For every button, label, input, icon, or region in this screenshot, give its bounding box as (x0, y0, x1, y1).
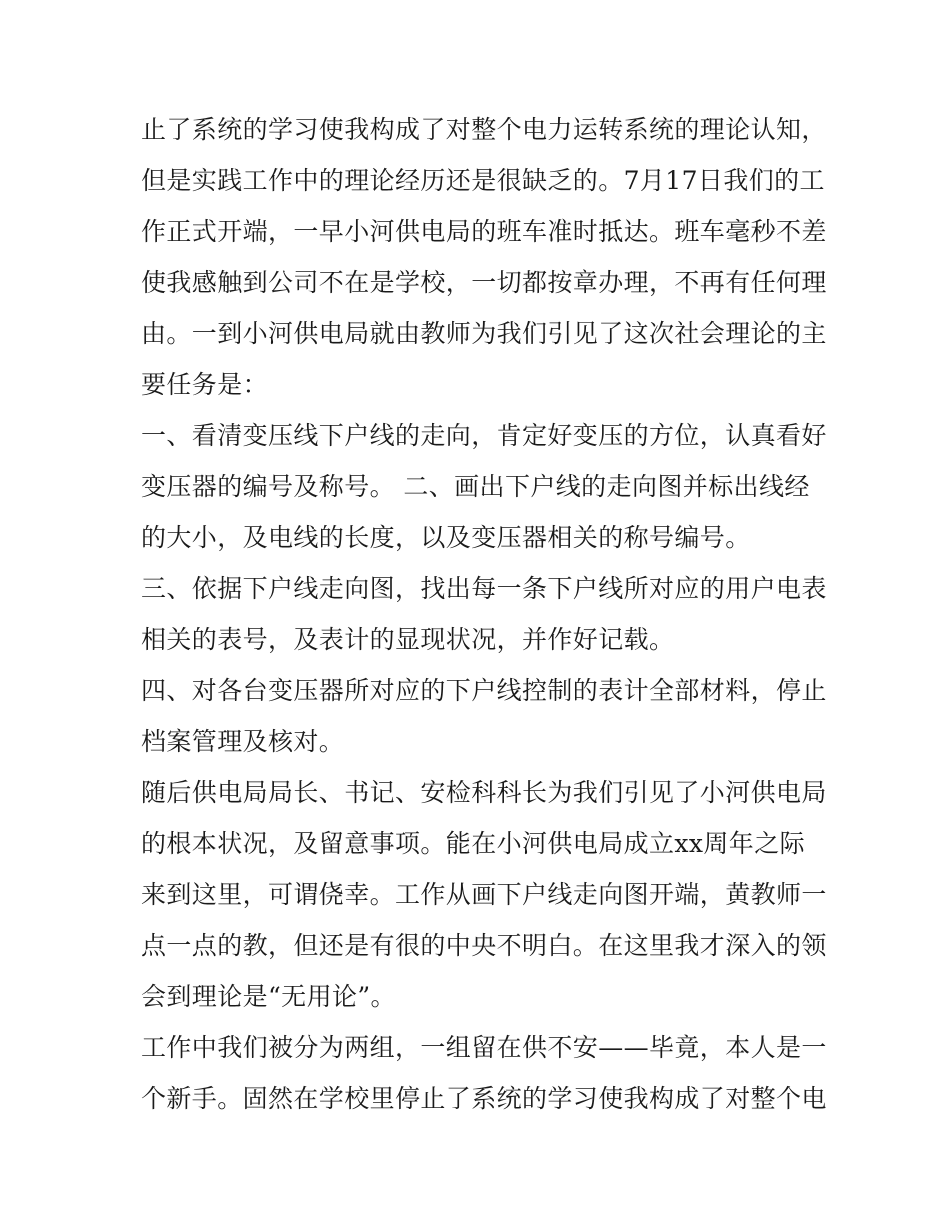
text-line: 由。一到小河供电局就由教师为我们引见了这次社会理论的主 (141, 319, 827, 348)
text-line: 止了系统的学习使我构成了对整个电力运转系统的理论认知， (141, 115, 827, 144)
body-text (141, 104, 827, 1124)
text-line: 的大小，及电线的长度，以及变压器相关的称号编号。 (141, 523, 751, 552)
text-line: 来到这里，可谓侥幸。工作从画下户线走向图开端，黄教师一 (141, 880, 827, 909)
text-line: 变压器的编号及称号。 二、画出下户线的走向图并标出线经 (141, 472, 810, 501)
text-line: 随后供电局局长、书记、安检科科长为我们引见了小河供电局 (141, 778, 827, 807)
text-line: 三、依据下户线走向图，找出每一条下户线所对应的用户电表 (141, 574, 827, 603)
text-line: 档案管理及核对。 (141, 727, 345, 756)
text-line: 一、看清变压线下户线的走向，肯定好变压的方位，认真看好 (141, 421, 827, 450)
text-line: 相关的表号，及表计的显现状况，并作好记载。 (141, 625, 675, 654)
text-line: 的根本状况，及留意事项。能在小河供电局成立xx周年之际 (141, 829, 806, 858)
text-line: 工作中我们被分为两组，一组留在供不安——毕竟，本人是一 (141, 1033, 827, 1062)
text-line: 四、对各台变压器所对应的下户线控制的表计全部材料，停止 (141, 676, 827, 705)
text-line: 个新手。固然在学校里停止了系统的学习使我构成了对整个电 (141, 1084, 827, 1113)
text-line: 作正式开端，一早小河供电局的班车准时抵达。班车毫秒不差 (141, 217, 827, 246)
text-line: 但是实践工作中的理论经历还是很缺乏的。7月17日我们的工 (141, 166, 825, 195)
text-line: 点一点的教，但还是有很的中央不明白。在这里我才深入的领 (141, 931, 827, 960)
text-line: 要任务是： (141, 370, 269, 399)
text-line: 会到理论是“无用论”。 (141, 982, 396, 1011)
text-line: 使我感触到公司不在是学校，一切都按章办理，不再有任何理 (141, 268, 827, 297)
